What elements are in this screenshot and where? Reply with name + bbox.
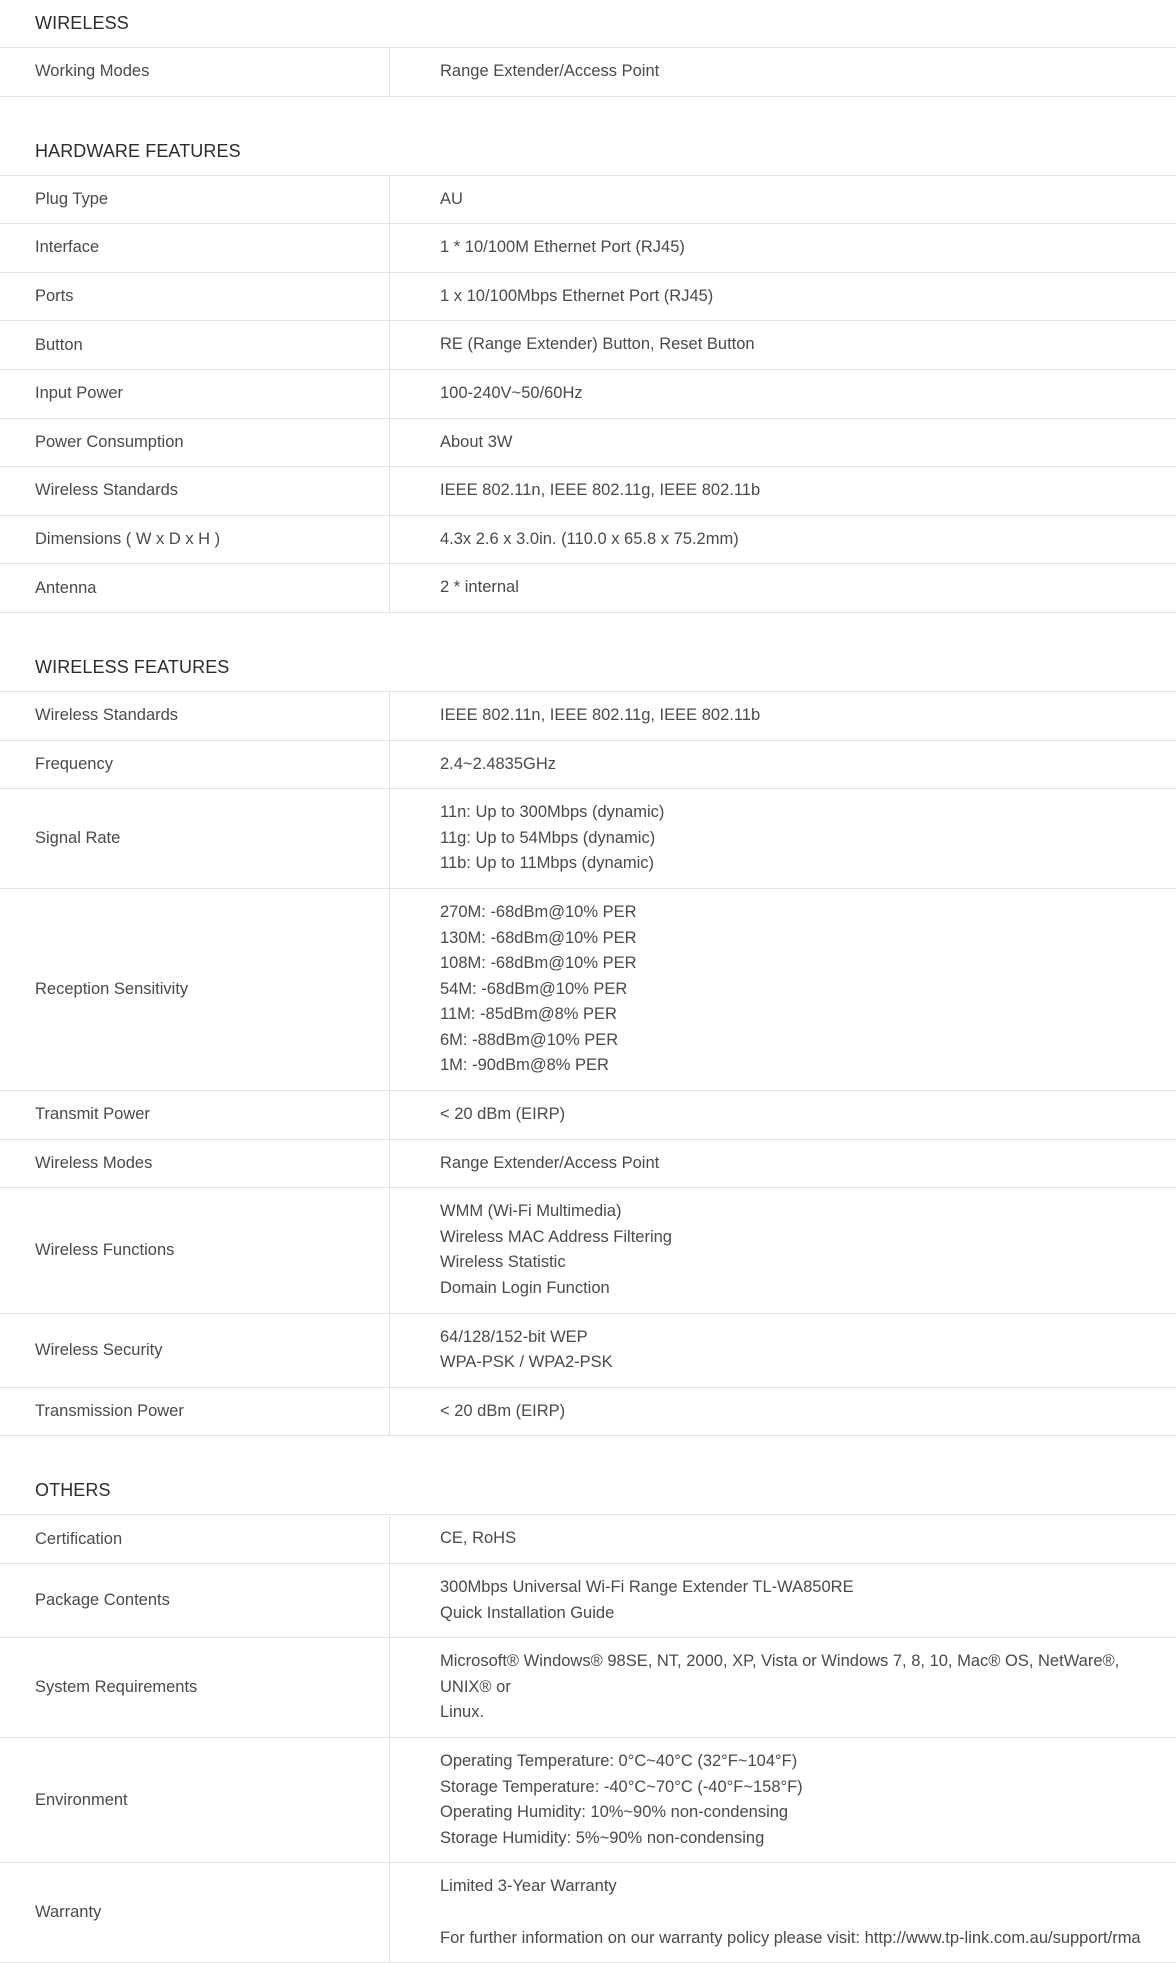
spec-section-others: [0, 1467, 1176, 1963]
spec-label: System Requirements: [0, 1638, 390, 1737]
spec-label: Transmission Power: [0, 1388, 390, 1436]
spec-value: [390, 789, 1176, 888]
spec-label: Environment: [0, 1738, 390, 1862]
spec-value-line: AU: [440, 189, 463, 208]
spec-label: Wireless Functions: [0, 1188, 390, 1312]
section-title: WIRELESS FEATURES: [0, 644, 1176, 692]
spec-value-line: 64/128/152-bit WEP: [440, 1327, 588, 1346]
spec-value: [390, 1314, 1176, 1387]
spec-label: Wireless Security: [0, 1314, 390, 1387]
spec-row: [0, 321, 1176, 370]
spec-value-line: IEEE 802.11n, IEEE 802.11g, IEEE 802.11b: [440, 481, 761, 500]
spec-value-line: 1 * 10/100M Ethernet Port (RJ45): [440, 238, 685, 257]
spec-value: [390, 564, 1176, 612]
spec-label: Signal Rate: [0, 789, 390, 888]
spec-row: [0, 692, 1176, 741]
spec-value-line: [440, 1900, 1146, 1926]
spec-value-line: 2.4~2.4835GHz: [440, 754, 557, 773]
spec-value: [390, 321, 1176, 369]
spec-value-line: Range Extender/Access Point: [440, 1153, 660, 1172]
spec-row: [0, 564, 1176, 613]
spec-row: [0, 1388, 1176, 1437]
spec-value: [390, 224, 1176, 272]
spec-row: [0, 224, 1176, 273]
spec-value-line: < 20 dBm (EIRP): [440, 1105, 566, 1124]
spec-value-line: WMM (Wi-Fi Multimedia): [440, 1202, 622, 1221]
spec-value: [390, 692, 1176, 740]
section-title: HARDWARE FEATURES: [0, 128, 1176, 176]
spec-value-line: < 20 dBm (EIRP): [440, 1401, 566, 1420]
spec-row: [0, 516, 1176, 565]
spec-section-hardware-features: [0, 128, 1176, 613]
spec-value: [390, 48, 1176, 96]
spec-value-line: 11b: Up to 11Mbps (dynamic): [440, 854, 654, 873]
spec-value-line: 11g: Up to 54Mbps (dynamic): [440, 828, 656, 847]
spec-value-line: Domain Login Function: [440, 1279, 610, 1298]
spec-value-line: 300Mbps Universal Wi-Fi Range Extender TL-WA850RE: [440, 1578, 854, 1596]
spec-value-line: 4.3x 2.6 x 3.0in. (110.0 x 65.8 x 75.2mm): [440, 529, 739, 548]
spec-row: [0, 370, 1176, 419]
spec-label: Certification: [0, 1515, 390, 1563]
spec-value: [390, 1091, 1176, 1139]
spec-value: [390, 273, 1176, 321]
spec-value: [390, 1515, 1176, 1563]
spec-row: [0, 1314, 1176, 1388]
spec-value: [390, 1388, 1176, 1436]
spec-row: [0, 1738, 1176, 1863]
spec-value-line: Storage Humidity: 5%~90% non-condensing: [440, 1828, 765, 1847]
spec-value-line: RE (Range Extender) Button, Reset Button: [440, 335, 755, 354]
spec-value-line: 1M: -90dBm@8% PER: [440, 1056, 609, 1075]
spec-label: Dimensions ( W x D x H ): [0, 516, 390, 564]
spec-row: [0, 419, 1176, 468]
spec-value-line: 1 x 10/100Mbps Ethernet Port (RJ45): [440, 286, 714, 305]
spec-value-line: Quick Installation Guide: [440, 1603, 615, 1622]
section-title: OTHERS: [0, 1467, 1176, 1515]
spec-row: [0, 889, 1176, 1091]
spec-value-line: Microsoft® Windows® 98SE, NT, 2000, XP, Vista or Windows 7, 8, 10, Mac® OS, NetWare®, UNIX® or: [440, 1652, 1120, 1696]
spec-value: [390, 467, 1176, 515]
spec-row: [0, 176, 1176, 225]
spec-value-line: 11M: -85dBm@8% PER: [440, 1005, 617, 1024]
spec-label: Working Modes: [0, 48, 390, 96]
spec-label: Ports: [0, 273, 390, 321]
section-divider: [0, 97, 1176, 128]
spec-value-line: 108M: -68dBm@10% PER: [440, 954, 637, 973]
spec-value-line: Range Extender/Access Point: [440, 62, 660, 80]
spec-label: Interface: [0, 224, 390, 272]
spec-value: [390, 516, 1176, 564]
spec-value-line: Linux.: [440, 1703, 485, 1722]
spec-value-line: 54M: -68dBm@10% PER: [440, 979, 628, 998]
spec-value-line: Wireless MAC Address Filtering: [440, 1227, 672, 1246]
spec-label: Power Consumption: [0, 419, 390, 467]
spec-value: [390, 1140, 1176, 1188]
spec-value: [390, 889, 1176, 1090]
spec-value-line: Operating Temperature: 0°C~40°C (32°F~104°F): [440, 1751, 798, 1770]
spec-value: [390, 1738, 1176, 1862]
spec-row: [0, 1863, 1176, 1963]
spec-value-line: Storage Temperature: -40°C~70°C (-40°F~158°F): [440, 1777, 803, 1796]
spec-row: [0, 789, 1176, 889]
spec-label: Warranty: [0, 1863, 390, 1962]
spec-label: Button: [0, 321, 390, 369]
spec-value-line: Limited 3-Year Warranty: [440, 1877, 617, 1896]
spec-value-line: Operating Humidity: 10%~90% non-condensing: [440, 1803, 789, 1822]
spec-row: [0, 48, 1176, 97]
spec-value-line: IEEE 802.11n, IEEE 802.11g, IEEE 802.11b: [440, 705, 761, 724]
spec-label: Wireless Standards: [0, 467, 390, 515]
spec-value: [390, 741, 1176, 789]
spec-label: Frequency: [0, 741, 390, 789]
spec-value-line: WPA-PSK / WPA2-PSK: [440, 1353, 613, 1372]
spec-value-line: 2 * internal: [440, 578, 519, 597]
spec-value-line: 11n: Up to 300Mbps (dynamic): [440, 803, 665, 822]
spec-label: Antenna: [0, 564, 390, 612]
spec-value-line: 130M: -68dBm@10% PER: [440, 928, 637, 947]
spec-label: Wireless Standards: [0, 692, 390, 740]
section-divider: [0, 613, 1176, 644]
section-title: WIRELESS: [0, 0, 1176, 48]
spec-value: [390, 176, 1176, 224]
spec-section-wireless: [0, 0, 1176, 97]
spec-row: [0, 273, 1176, 322]
spec-row: [0, 1091, 1176, 1140]
spec-section-wireless-features: [0, 644, 1176, 1436]
spec-label: Package Contents: [0, 1564, 390, 1637]
spec-value: [390, 1564, 1176, 1637]
spec-label: Reception Sensitivity: [0, 889, 390, 1090]
spec-row: [0, 741, 1176, 790]
spec-value: [390, 1188, 1176, 1312]
spec-row: [0, 1188, 1176, 1313]
spec-value: [390, 1638, 1176, 1737]
spec-value-line: For further information on our warranty policy please visit: http://www.tp-link.com.au/support/rma: [440, 1928, 1141, 1947]
section-divider: [0, 1436, 1176, 1467]
spec-value: [390, 1863, 1176, 1962]
spec-value: [390, 370, 1176, 418]
spec-label: Wireless Modes: [0, 1140, 390, 1188]
spec-label: Plug Type: [0, 176, 390, 224]
spec-label: Input Power: [0, 370, 390, 418]
spec-value-line: Wireless Statistic: [440, 1253, 566, 1272]
spec-row: [0, 1564, 1176, 1638]
spec-value-line: About 3W: [440, 432, 513, 451]
spec-label: Transmit Power: [0, 1091, 390, 1139]
spec-row: [0, 467, 1176, 516]
spec-value-line: 270M: -68dBm@10% PER: [440, 902, 637, 921]
spec-row: [0, 1638, 1176, 1738]
spec-row: [0, 1140, 1176, 1189]
spec-value-line: 100-240V~50/60Hz: [440, 383, 583, 402]
spec-row: [0, 1515, 1176, 1564]
spec-value: [390, 419, 1176, 467]
spec-value-line: CE, RoHS: [440, 1529, 517, 1548]
spec-value-line: 6M: -88dBm@10% PER: [440, 1030, 619, 1049]
